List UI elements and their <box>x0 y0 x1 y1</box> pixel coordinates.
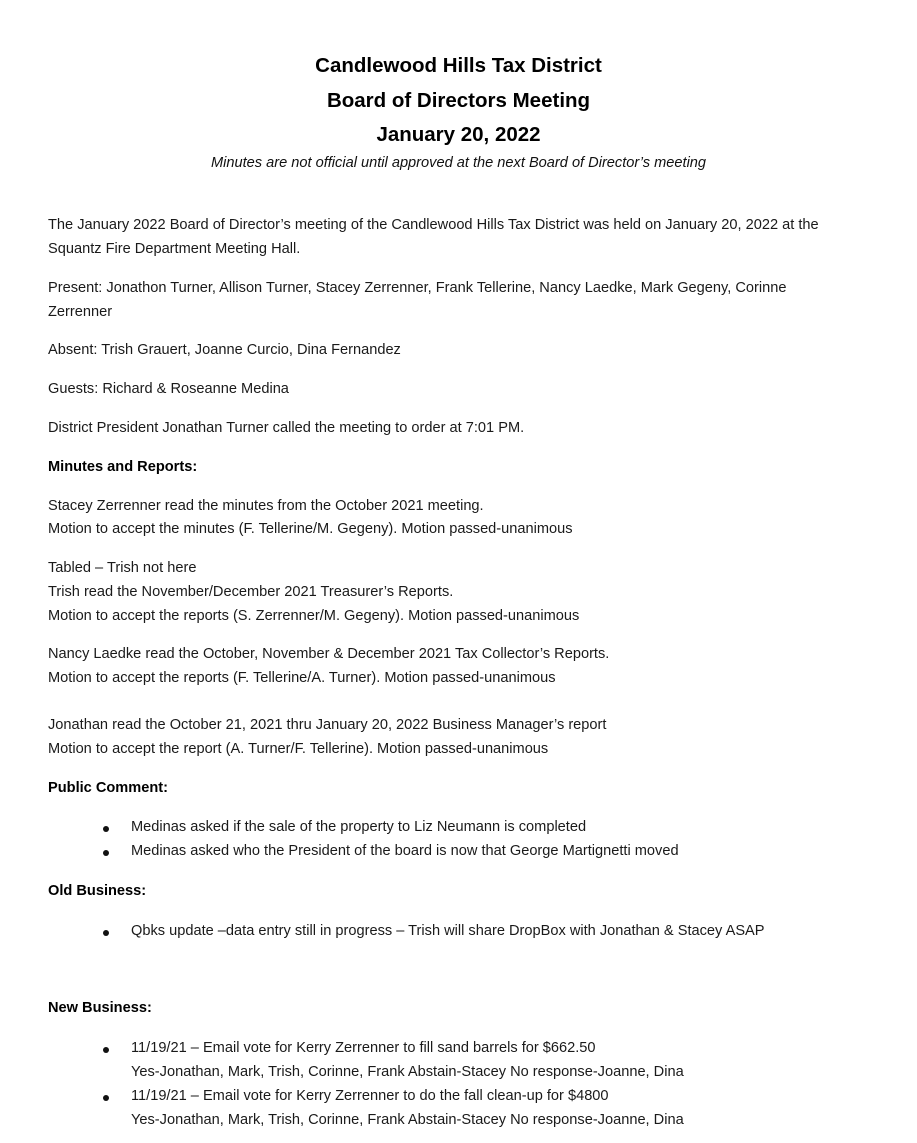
new-business-item-1-line-2: Yes-Jonathan, Mark, Trish, Corinne, Frank Abstain-Stacey No response-Joanne, Dina <box>131 1064 684 1080</box>
call-to-order-line: District President Jonathan Turner called the meeting to order at 7:01 PM. <box>48 420 525 436</box>
new-business-item-2-line-1: 11/19/21 – Email vote for Kerry Zerrenner to do the fall clean-up for $4800 <box>131 1088 609 1104</box>
new-business-item-2-line-2: Yes-Jonathan, Mark, Trish, Corinne, Frank Abstain-Stacey No response-Joanne, Dina <box>131 1112 684 1128</box>
public-comment-item: Medinas asked who the President of the board is now that George Martignetti moved <box>131 843 679 859</box>
bullet-icon <box>103 826 109 832</box>
tabled-line: Tabled – Trish not here <box>48 560 197 576</box>
tax-motion-line: Motion to accept the reports (F. Tellerine/A. Turner). Motion passed-unanimous <box>48 670 556 686</box>
intro-line-2: Squantz Fire Department Meeting Hall. <box>48 241 301 257</box>
old-business-item: Qbks update –data entry still in progress – Trish will share DropBox with Jonathan & Stacey ASAP <box>131 923 765 939</box>
tax-read-line: Nancy Laedke read the October, November & December 2021 Tax Collector’s Reports. <box>48 646 610 662</box>
absent-line: Absent: Trish Grauert, Joanne Curcio, Dina Fernandez <box>48 342 401 358</box>
business-manager-motion-line: Motion to accept the report (A. Turner/F. Tellerine). Motion passed-unanimous <box>48 741 549 757</box>
public-comment-heading: Public Comment: <box>48 780 168 796</box>
bullet-icon <box>103 930 109 936</box>
old-business-heading: Old Business: <box>48 883 147 899</box>
official-note: Minutes are not official until approved at the next Board of Director’s meeting <box>210 155 707 171</box>
treasurer-motion-line: Motion to accept the reports (S. Zerrenner/M. Gegeny). Motion passed-unanimous <box>48 608 580 624</box>
treasurer-read-line: Trish read the November/December 2021 Treasurer’s Reports. <box>48 584 454 600</box>
new-business-heading: New Business: <box>48 1000 152 1016</box>
meeting-date: January 20, 2022 <box>376 123 541 146</box>
intro-line-1: The January 2022 Board of Director’s meeting of the Candlewood Hills Tax District was held on January 20, 2022 at the <box>48 217 819 233</box>
guests-line: Guests: Richard & Roseanne Medina <box>48 381 289 397</box>
present-line-1: Present: Jonathon Turner, Allison Turner, Stacey Zerrenner, Frank Tellerine, Nancy Laedke, Mark Gegeny, Corinne <box>48 280 787 296</box>
minutes-motion-line: Motion to accept the minutes (F. Tellerine/M. Gegeny). Motion passed-unanimous <box>48 521 573 537</box>
business-manager-read-line: Jonathan read the October 21, 2021 thru January 20, 2022 Business Manager’s report <box>48 717 607 733</box>
public-comment-item: Medinas asked if the sale of the property to Liz Neumann is completed <box>131 819 587 835</box>
bullet-icon <box>103 1047 109 1053</box>
minutes-read-line: Stacey Zerrenner read the minutes from the October 2021 meeting. <box>48 498 484 514</box>
meeting-title: Board of Directors Meeting <box>326 89 591 112</box>
bullet-icon <box>103 1095 109 1101</box>
district-title: Candlewood Hills Tax District <box>315 54 602 77</box>
minutes-reports-heading: Minutes and Reports: <box>48 459 198 475</box>
new-business-item-1-line-1: 11/19/21 – Email vote for Kerry Zerrenner to fill sand barrels for $662.50 <box>131 1040 596 1056</box>
present-line-2: Zerrenner <box>48 304 113 320</box>
bullet-icon <box>103 850 109 856</box>
